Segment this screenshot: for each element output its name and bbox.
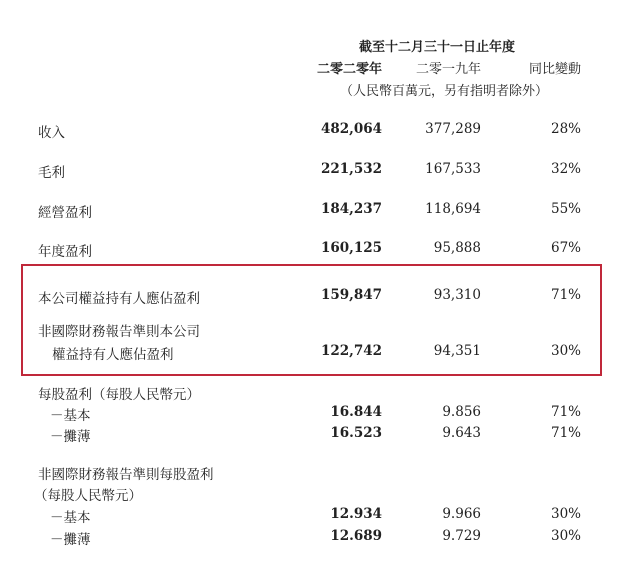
period-header: 截至十二月三十一日止年度 <box>359 40 516 55</box>
non-ifrs-profit-2019: 94,351 <box>433 343 481 359</box>
non-ifrs-eps-basic-label: －基本 <box>50 510 91 526</box>
non-ifrs-profit-change: 30% <box>550 343 581 359</box>
revenue-2019: 377,289 <box>425 121 481 137</box>
row-label-operating-profit: 經營盈利 <box>38 205 92 221</box>
eps-diluted-label: －攤薄 <box>50 429 91 445</box>
annual-profit-2019: 95,888 <box>433 240 481 256</box>
operating-profit-2019: 118,694 <box>425 201 481 217</box>
non-ifrs-eps-diluted-change: 30% <box>550 528 581 544</box>
column-header-2020: 二零二零年 <box>316 62 382 77</box>
gross-profit-change: 32% <box>550 161 581 177</box>
eps-diluted-2019: 9.643 <box>442 425 481 441</box>
annual-profit-change: 67% <box>550 240 581 256</box>
eps-diluted-2020: 16.523 <box>330 425 382 441</box>
non-ifrs-eps-diluted-2020: 12.689 <box>330 528 382 544</box>
attributable-profit-2020: 159,847 <box>320 287 382 303</box>
attributable-profit-2019: 93,310 <box>433 287 481 303</box>
non-ifrs-eps-diluted-label: －攤薄 <box>50 532 91 548</box>
annual-profit-2020: 160,125 <box>320 240 382 256</box>
non-ifrs-eps-title-line2: （每股人民幣元） <box>34 488 142 504</box>
row-label-attributable-profit: 本公司權益持有人應佔盈利 <box>38 291 200 307</box>
non-ifrs-eps-basic-2019: 9.966 <box>442 506 481 522</box>
eps-title: 每股盈利（每股人民幣元） <box>38 387 200 403</box>
column-header-2019: 二零一九年 <box>415 62 481 77</box>
non-ifrs-profit-2020: 122,742 <box>320 343 382 359</box>
column-header-change: 同比變動 <box>528 62 581 77</box>
attributable-profit-change: 71% <box>550 287 581 303</box>
non-ifrs-eps-basic-2020: 12.934 <box>330 506 382 522</box>
unit-note: （人民幣百萬元，另有指明者除外） <box>340 84 549 99</box>
operating-profit-2020: 184,237 <box>320 201 382 217</box>
eps-basic-2020: 16.844 <box>330 404 382 420</box>
eps-basic-2019: 9.856 <box>442 404 481 420</box>
eps-diluted-change: 71% <box>550 425 581 441</box>
eps-basic-label: －基本 <box>50 408 91 424</box>
eps-basic-change: 71% <box>550 404 581 420</box>
row-label-gross-profit: 毛利 <box>38 165 65 181</box>
revenue-change: 28% <box>550 121 581 137</box>
non-ifrs-eps-title-line1: 非國際財務報告準則每股盈利 <box>38 467 214 483</box>
non-ifrs-eps-diluted-2019: 9.729 <box>442 528 481 544</box>
row-label-non-ifrs-line1: 非國際財務報告準則本公司 <box>38 324 200 340</box>
row-label-non-ifrs-line2: 權益持有人應佔盈利 <box>52 347 174 363</box>
gross-profit-2019: 167,533 <box>425 161 481 177</box>
revenue-2020: 482,064 <box>320 121 382 137</box>
row-label-annual-profit: 年度盈利 <box>38 244 92 260</box>
operating-profit-change: 55% <box>550 201 581 217</box>
non-ifrs-eps-basic-change: 30% <box>550 506 581 522</box>
row-label-revenue: 收入 <box>38 125 65 141</box>
gross-profit-2020: 221,532 <box>320 161 382 177</box>
